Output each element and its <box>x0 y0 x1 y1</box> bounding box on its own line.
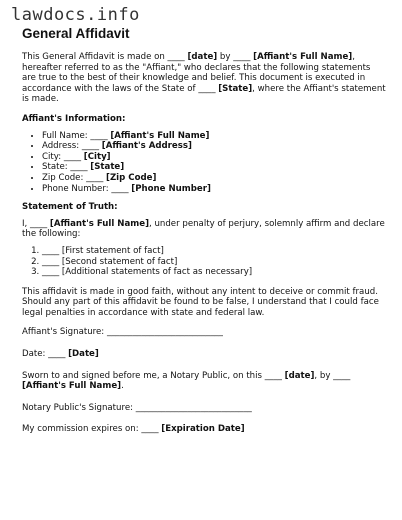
intro-text: , where the Affiant's statement is made. <box>22 83 386 105</box>
truth-paragraph: I, ____ [Affiant's Full Name], under penalty of perjury, solemnly affirm and declare the following: <box>22 218 385 240</box>
statements-list <box>22 246 386 278</box>
document-title: General Affidavit <box>22 26 130 41</box>
list-item: • Zip Code: ____ [Zip Code] <box>42 173 386 184</box>
watermark: lawdocs.info <box>11 5 140 25</box>
commission-line: My commission expires on: ____ [Expiration Date] <box>22 424 245 435</box>
list-item: • Phone Number: ____ [Phone Number] <box>42 184 386 195</box>
intro-text: This General Affidavit is made on <box>22 52 168 62</box>
list-item: • Address: ____ [Affiant's Address] <box>42 141 386 152</box>
date-line: Date: ____ [Date] <box>22 349 99 360</box>
statement-item: 2. ____ [Second statement of fact] <box>42 257 386 268</box>
list-item: • Full Name: ____ [Affiant's Full Name] <box>42 131 386 142</box>
affiant-name-placeholder: [Affiant's Full Name] <box>253 52 353 62</box>
blank: ____ <box>233 52 251 62</box>
blank: ____ <box>167 52 185 62</box>
state-placeholder: [State] <box>218 83 253 94</box>
list-item: • City: ____ [City] <box>42 152 386 163</box>
intro-text: , hereafter referred to as the "Affiant," who declares that the following statements are true to the best of their knowledge and belief. This document is executed in accordance with the laws of the State of <box>22 52 371 94</box>
blank: ____ <box>198 83 216 94</box>
closing-paragraph: This affidavit is made in good faith, without any intent to deceive or commit fraud. Should any part of this affidavit be found to be false, I understand that I could face legal penalties in accordance with state and federal law. <box>22 286 379 318</box>
document-page <box>22 26 386 446</box>
list-item: • State: ____ [State] <box>42 162 386 173</box>
statement-item: 1. ____ [First statement of fact] <box>42 246 386 257</box>
statement-item: 3. ____ [Additional statements of fact as necessary] <box>42 267 386 278</box>
statement-of-truth-heading: Statement of Truth: <box>22 202 118 213</box>
notary-paragraph: Sworn to and signed before me, a Notary Public, on this ____ [date], by ____ [Affiant's Full Name]. <box>22 370 351 392</box>
affiant-name-placeholder: [Affiant's Full Name] <box>49 218 149 229</box>
intro-paragraph <box>22 52 386 105</box>
affiant-info-list <box>22 131 386 195</box>
affiant-signature-line: Affiant's Signature: ___________________________ <box>22 327 223 338</box>
intro-text: by <box>217 52 234 62</box>
date-placeholder: [date] <box>187 52 218 62</box>
notary-signature-line: Notary Public's Signature: ___________________________ <box>22 402 252 413</box>
affiant-info-heading: Affiant's Information: <box>22 113 126 124</box>
